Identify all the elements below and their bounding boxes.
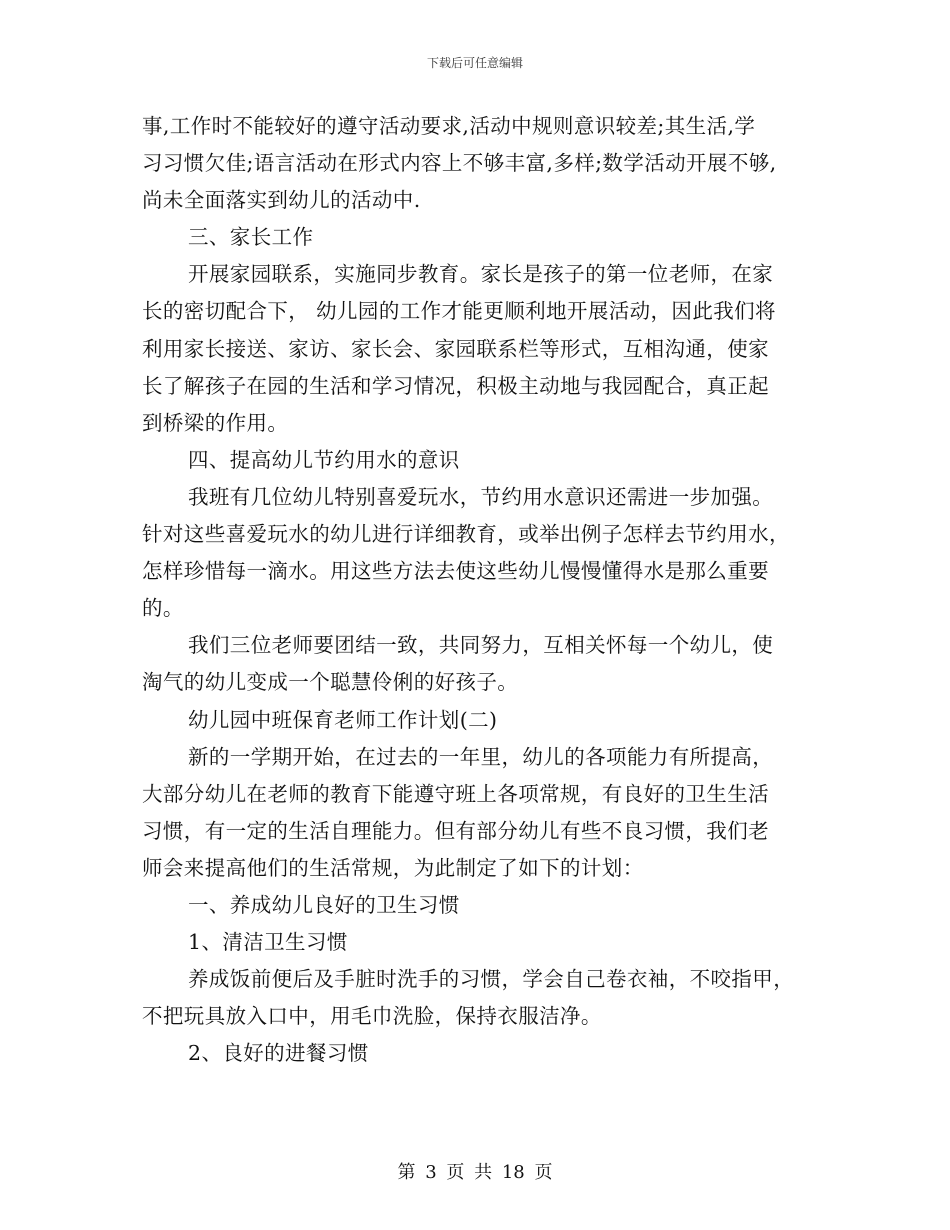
- text-line: 怎样珍惜每一滴水。用这些方法去使这些幼儿慢慢懂得水是那么重要: [142, 559, 769, 584]
- text-line: 不把玩具放入口中，用毛巾洗脸，保持衣服洁净。: [142, 1004, 602, 1029]
- text-line: 开展家园联系，实施同步教育。家长是孩子的第一位老师，在家: [188, 262, 774, 287]
- header-note: 下载后可任意编辑: [426, 56, 523, 70]
- text-line: 师会来提高他们的生活常规，为此制定了如下的计划：: [142, 855, 644, 880]
- text-line: 习惯，有一定的生活自理能力。但有部分幼儿有些不良习惯，我们老: [142, 818, 769, 843]
- text-line: 长的密切配合下， 幼儿园的工作才能更顺利地开展活动，因此我们将: [142, 299, 776, 324]
- text-line: 大部分幼儿在老师的教育下能遵守班上各项常规，有良好的卫生生活: [142, 781, 769, 806]
- text-line: 的。: [142, 596, 184, 621]
- text-line: 事,工作时不能较好的遵守活动要求,活动中规则意识较差;其生活,学: [142, 114, 756, 138]
- text-line: 1、清洁卫生习惯: [188, 930, 348, 955]
- text-line: 我们三位老师要团结一致，共同努力，互相关怀每一个幼儿，使: [188, 633, 774, 658]
- text-line: 长了解孩子在园的生活和学习情况，积极主动地与我园配合，真正起: [142, 373, 769, 398]
- document-body: [142, 108, 810, 1072]
- text-line: 三、家长工作: [188, 225, 314, 250]
- text-line: 幼儿园中班保育老师工作计划(二): [188, 707, 498, 732]
- text-line: 新的一学期开始，在过去的一年里，幼儿的各项能力有所提高，: [188, 744, 774, 769]
- text-line: 一、养成幼儿良好的卫生习惯: [188, 892, 460, 917]
- text-line: 养成饭前便后及手脏时洗手的习惯，学会自己卷衣袖，不咬指甲，: [188, 967, 795, 992]
- page-number: 第 3 页 共 18 页: [397, 1162, 553, 1183]
- text-line: 利用家长接送、家访、家长会、家园联系栏等形式，互相沟通，使家: [142, 336, 769, 361]
- text-line: 淘气的幼儿变成一个聪慧伶俐的好孩子。: [142, 670, 519, 695]
- text-line: 到桥梁的作用。: [142, 410, 289, 435]
- text-line: 2、良好的进餐习惯: [188, 1041, 369, 1066]
- text-line: 四、提高幼儿节约用水的意识: [188, 447, 460, 472]
- text-line: 我班有几位幼儿特别喜爱玩水，节约用水意识还需进一步加强。: [188, 484, 774, 509]
- text-line: 习习惯欠佳;语言活动在形式内容上不够丰富,多样;数学活动开展不够,: [142, 151, 777, 176]
- text-line: 针对这些喜爱玩水的幼儿进行详细教育，或举出例子怎样去节约用水，: [142, 522, 790, 547]
- text-line: 尚未全面落实到幼儿的活动中.: [142, 188, 421, 213]
